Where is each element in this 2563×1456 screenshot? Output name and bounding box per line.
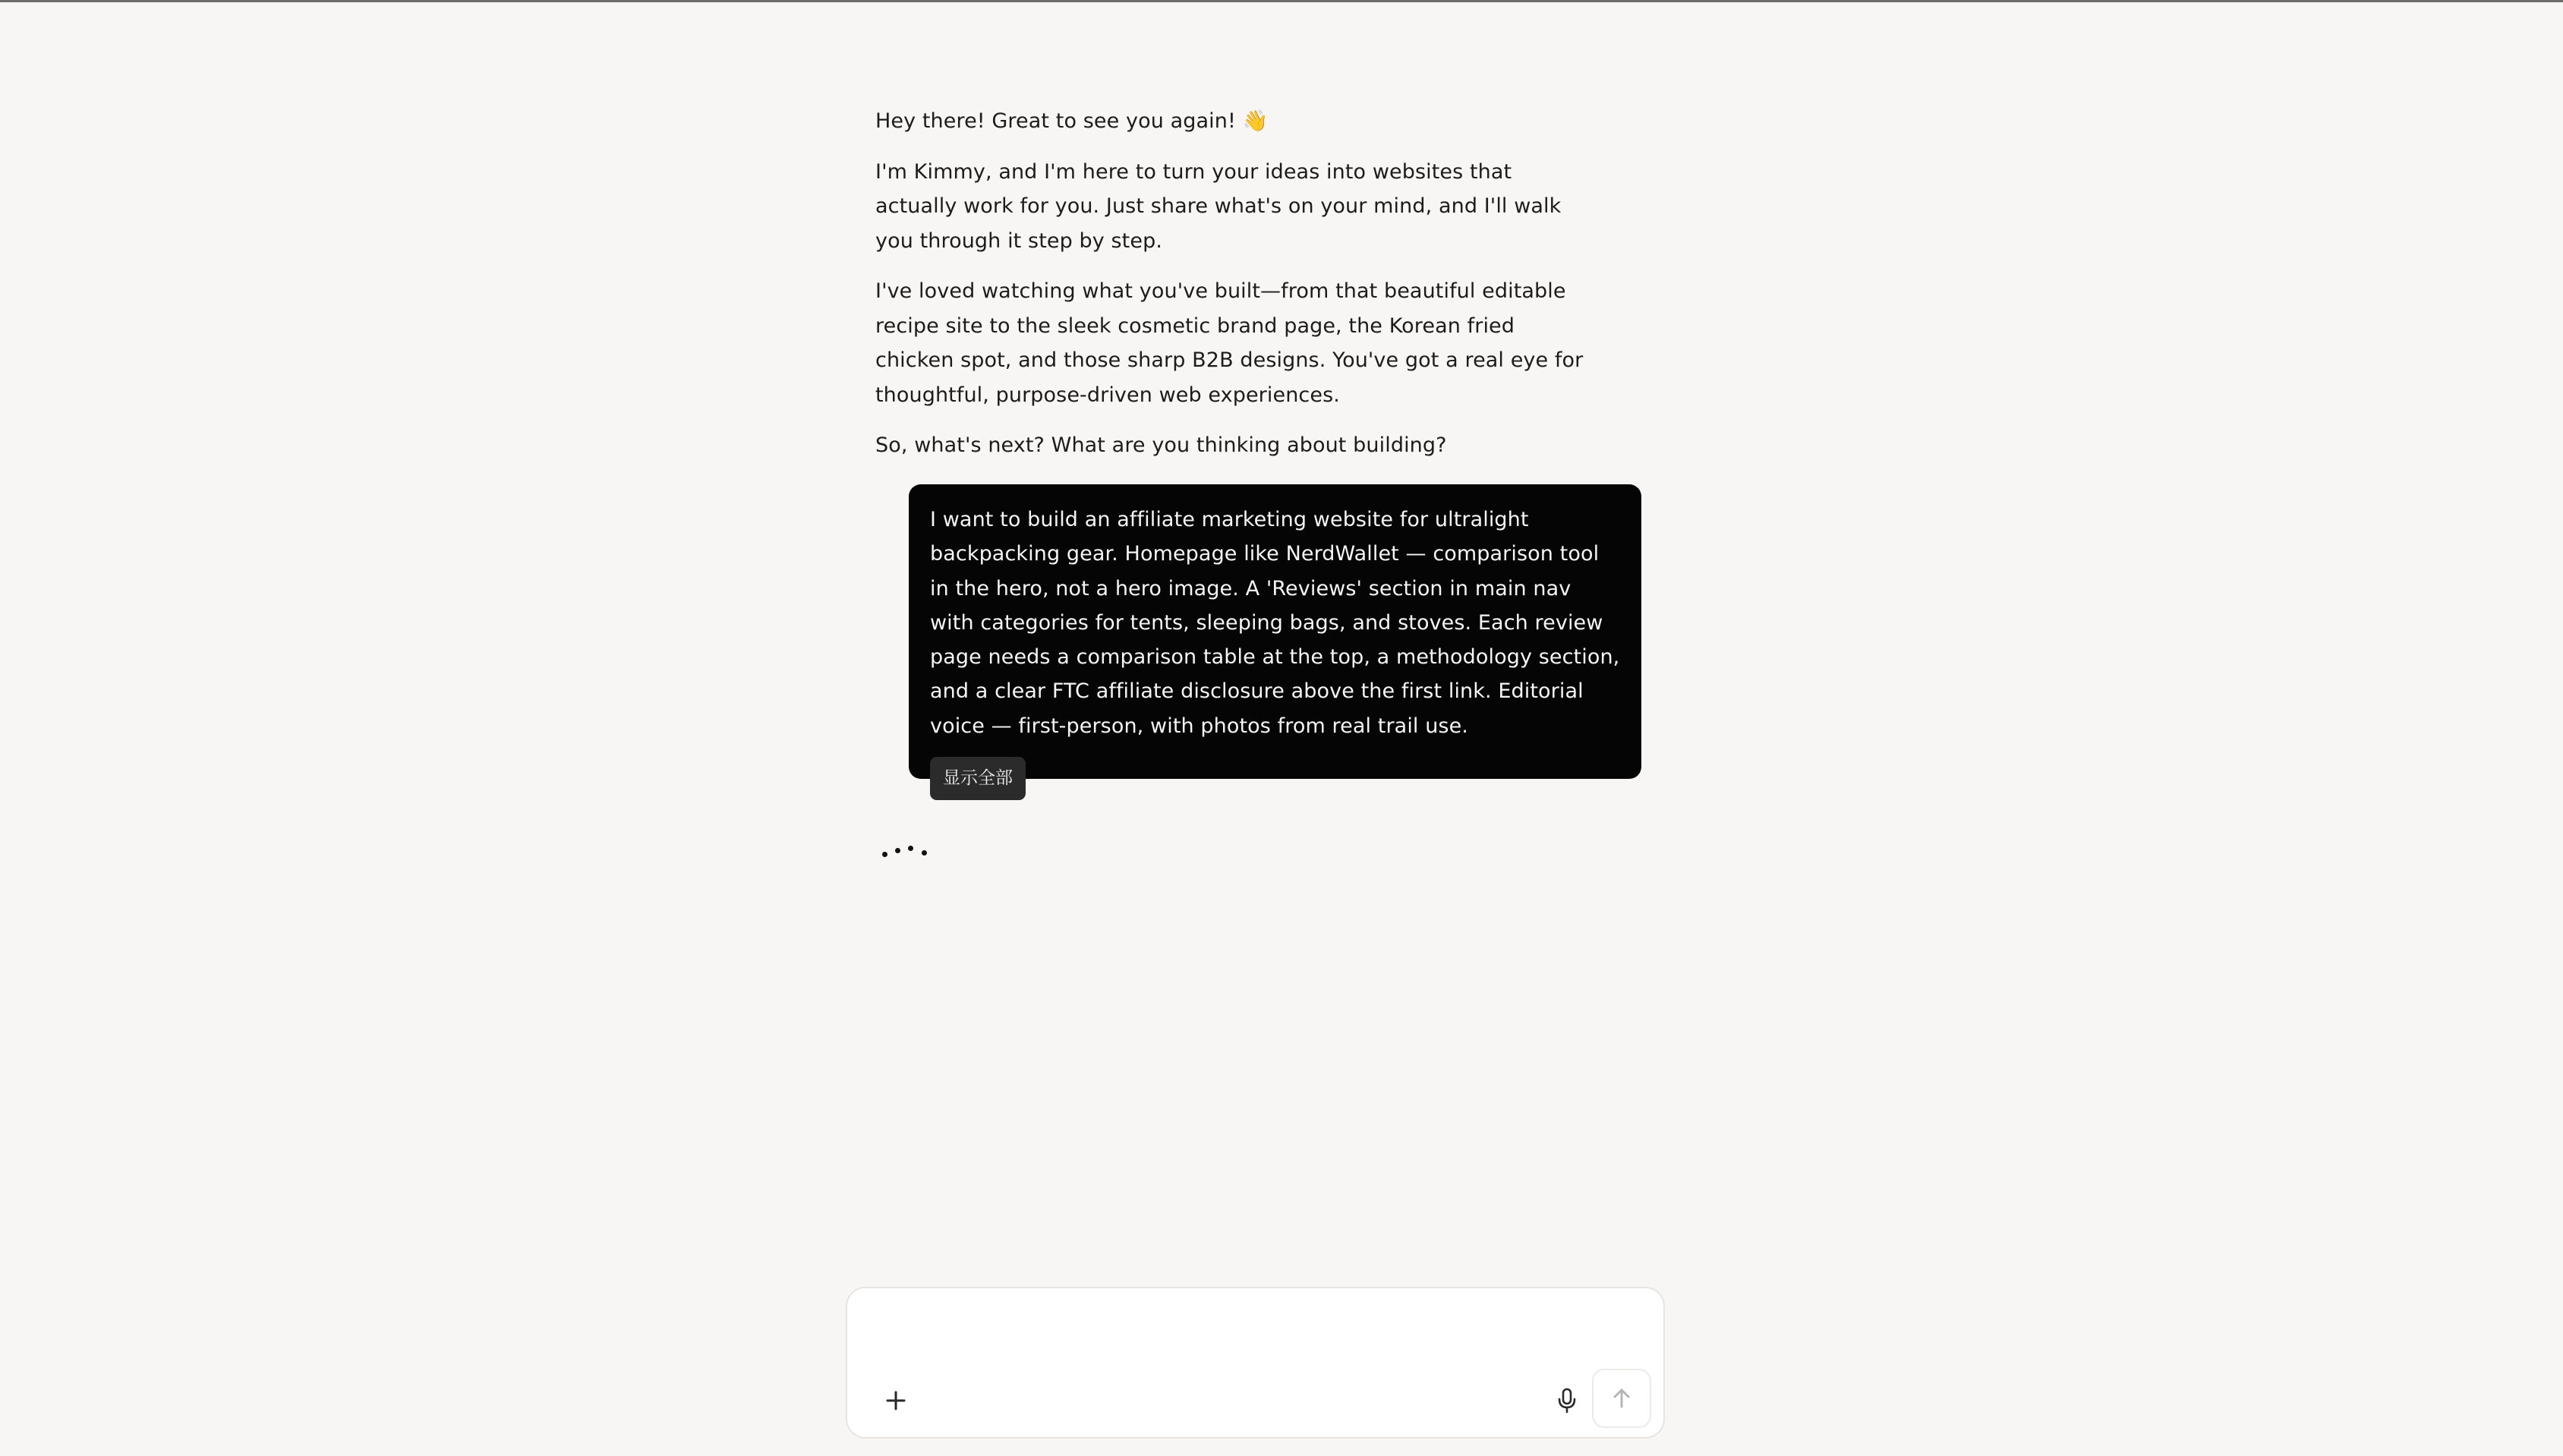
typing-dot — [895, 848, 900, 853]
typing-dots-icon — [882, 844, 935, 859]
assistant-paragraph: I'm Kimmy, and I'm here to turn your ideas into websites that actually work for you. Just share what's on your mind, and I'll walk you through it step by step. — [875, 159, 1562, 253]
window-top-border — [0, 0, 2563, 2]
message-composer — [846, 1287, 1665, 1439]
show-all-button[interactable]: 显示全部 — [930, 757, 1026, 800]
chat-thread — [875, 104, 1597, 479]
assistant-paragraph: So, what's next? What are you thinking about building? — [875, 433, 1447, 457]
microphone-button[interactable] — [1546, 1379, 1588, 1422]
user-message-text: I want to build an affiliate marketing website for ultralight backpacking gear. Homepage like NerdWallet — comparison tool in the hero, not a hero image. A 'Reviews' section in main nav with categories for tents, sleeping bags, and stoves. Each review page needs a comparison table at the top, a methodology section, and a clear FTC affiliate disclosure above the first link. Editorial voice — first-person, with photos from real trail use. — [930, 508, 1620, 738]
user-message-bubble — [909, 484, 1641, 789]
assistant-message — [875, 104, 1597, 463]
assistant-paragraph: I've loved watching what you've built—from that beautiful editable recipe site to the sleek cosmetic brand page, the Korean fried chicken spot, and those sharp B2B designs. You've got a real eye for thoughtful, purpose-driven web experiences. — [875, 279, 1584, 407]
typing-dot — [922, 850, 927, 856]
attach-button[interactable] — [875, 1379, 917, 1422]
assistant-paragraph: Hey there! Great to see you again! 👋 — [875, 109, 1269, 133]
microphone-icon — [1556, 1388, 1578, 1413]
typing-dot — [882, 852, 887, 857]
message-input[interactable] — [872, 1308, 1634, 1355]
plus-icon — [884, 1389, 907, 1412]
typing-dot — [908, 846, 913, 851]
arrow-up-icon — [1609, 1386, 1634, 1410]
send-button[interactable] — [1592, 1369, 1651, 1428]
